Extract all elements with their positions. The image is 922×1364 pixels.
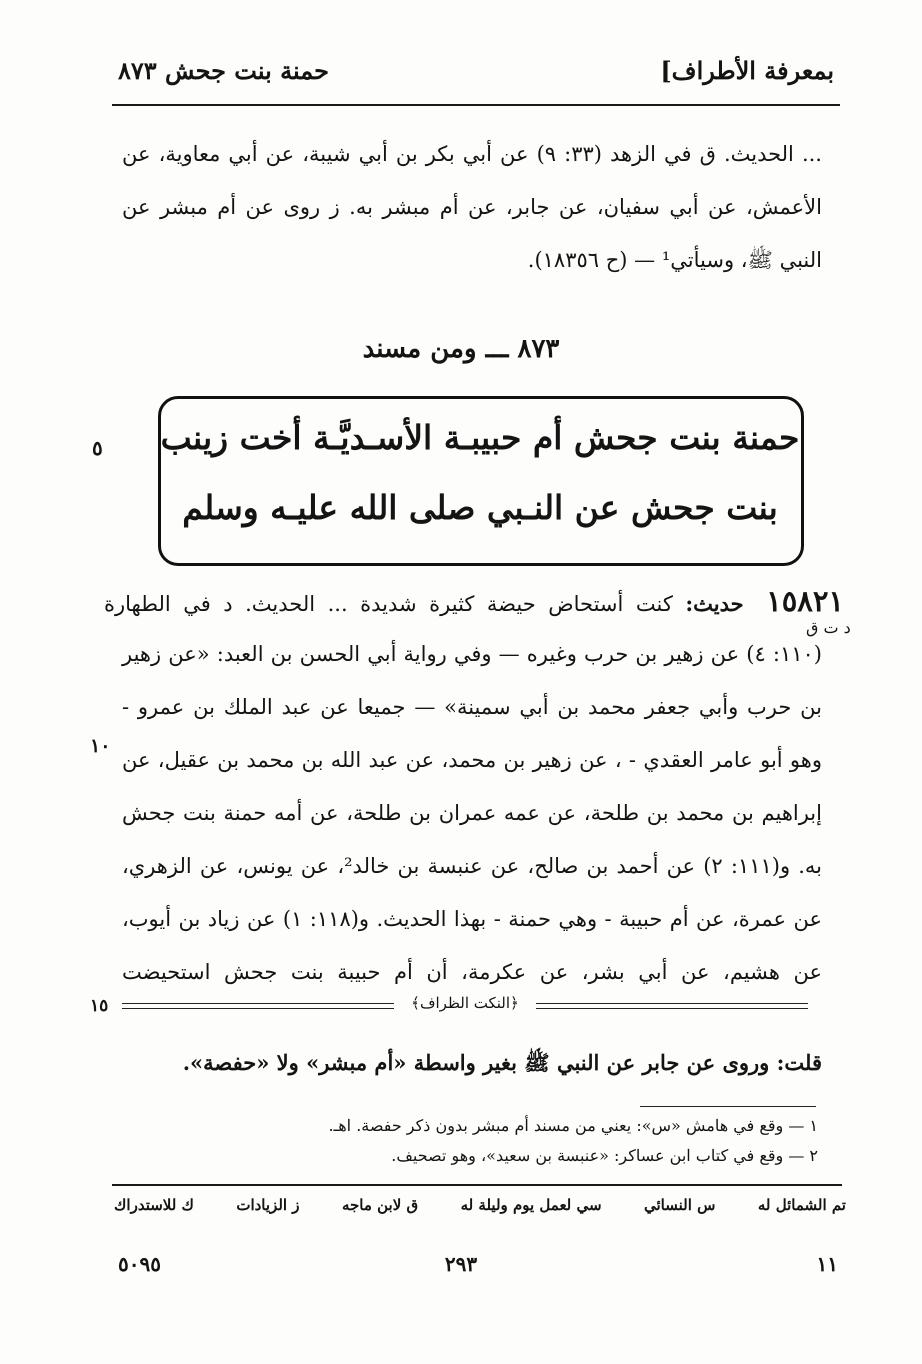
hadith-body: (١١٠: ٤) عن زهير بن حرب وغيره — وفي رواية أبي الحسن بن العبد: «عن زهير بن حرب وأبي جعفر محمد بن أبي سمينة» — جميعا عن عبد الملك بن عمرو - وهو أبو عامر العقدي - ، عن زهير بن محمد، عن عبد الله بن محمد بن عقيل، عن إبراهيم بن محمد بن طلحة، عن عمه عمران بن طلحة، عن أمه حمنة بنت جحش به. و(١١١: ٢) عن أحمد بن صالح، عن عنبسة بن خالد²، عن يونس، عن الزهري، عن عمرة، عن أم حبيبة - وهي حمنة - بهذا الحديث. و(١١٨: ١) عن زياد بن أيوب، عن هشيم، عن أبي بشر، عن عكرمة، أن أم حبيبة بنت جحش استحيضت: [122, 642, 823, 984]
legend-item: س النسائي: [644, 1196, 716, 1214]
opening-paragraph: ... الحديث. ق في الزهد (٣٣: ٩) عن أبي بكر بن أبي شيبة، عن أبي معاوية، عن الأعمش، عن أبي سفيان، عن جابر، عن أم مبشر به. ز روى عن أم مبشر عن النبي ﷺ، وسيأتي¹ — (ح ١٨٣٥٦).: [122, 142, 822, 272]
title-line-1: حمنة بنت جحش أم حبيبـة الأسـديَّـة أخت زينب: [160, 418, 800, 457]
legend-item: سي لعمل يوم وليلة له: [460, 1196, 602, 1214]
hadith-label: حديث:: [685, 591, 744, 616]
sigla-note: د ت ق: [806, 618, 851, 637]
running-header-book-title: بمعرفة الأطراف]: [660, 56, 834, 85]
running-header-chapter: حمنة بنت جحش ٨٧٣: [118, 56, 329, 85]
legend-item: ك للاستدراك: [114, 1196, 194, 1214]
nukat-note: قلت: وروى عن جابر عن النبي ﷺ بغير واسطة «أم مبشر» ولا «حفصة».: [182, 1050, 822, 1075]
legend-item: ز الزيادات: [236, 1196, 300, 1214]
sigla-legend: [114, 1196, 846, 1214]
footer-left-number: ٥٠٩٥: [118, 1252, 161, 1276]
line-marker-15: ١٥: [90, 996, 109, 1016]
hadith-first-line: [104, 584, 844, 618]
hadith-text: كنت أستحاض حيضة كثيرة شديدة ... الحديث. د في الطهارة: [104, 592, 673, 616]
divider-rule-right: [536, 1003, 808, 1009]
footnote-2: ٢ — وقع في كتاب ابن عساكر: «عنبسة بن سعيد»، وهو تصحيف.: [391, 1146, 818, 1165]
line-marker-10: ١٠: [90, 735, 111, 757]
legend-rule: [112, 1184, 842, 1186]
footnote-1: ١ — وقع في هامش «س»: يعني من مسند أم مبشر بدون ذكر حفصة. اهـ.: [328, 1116, 818, 1135]
title-line-2: بنت جحش عن النـبي صلى الله عليـه وسلم: [182, 488, 778, 527]
legend-item: تم الشمائل له: [757, 1196, 846, 1214]
page-number: ٢٩٣: [444, 1252, 478, 1276]
footnote-rule: [640, 1106, 816, 1107]
section-number-title: ٨٧٣ ـــ ومن مسند: [362, 334, 560, 364]
volume-number: ١١: [816, 1252, 838, 1276]
header-rule: [112, 104, 840, 106]
legend-item: ق لابن ماجه: [341, 1196, 419, 1214]
divider-label: ﴿النكت الظراف﴾: [411, 994, 519, 1012]
line-marker-5: ٥: [92, 436, 103, 460]
divider-rule-left: [122, 1003, 394, 1009]
hadith-number: ١٥٨٢١: [766, 584, 845, 618]
